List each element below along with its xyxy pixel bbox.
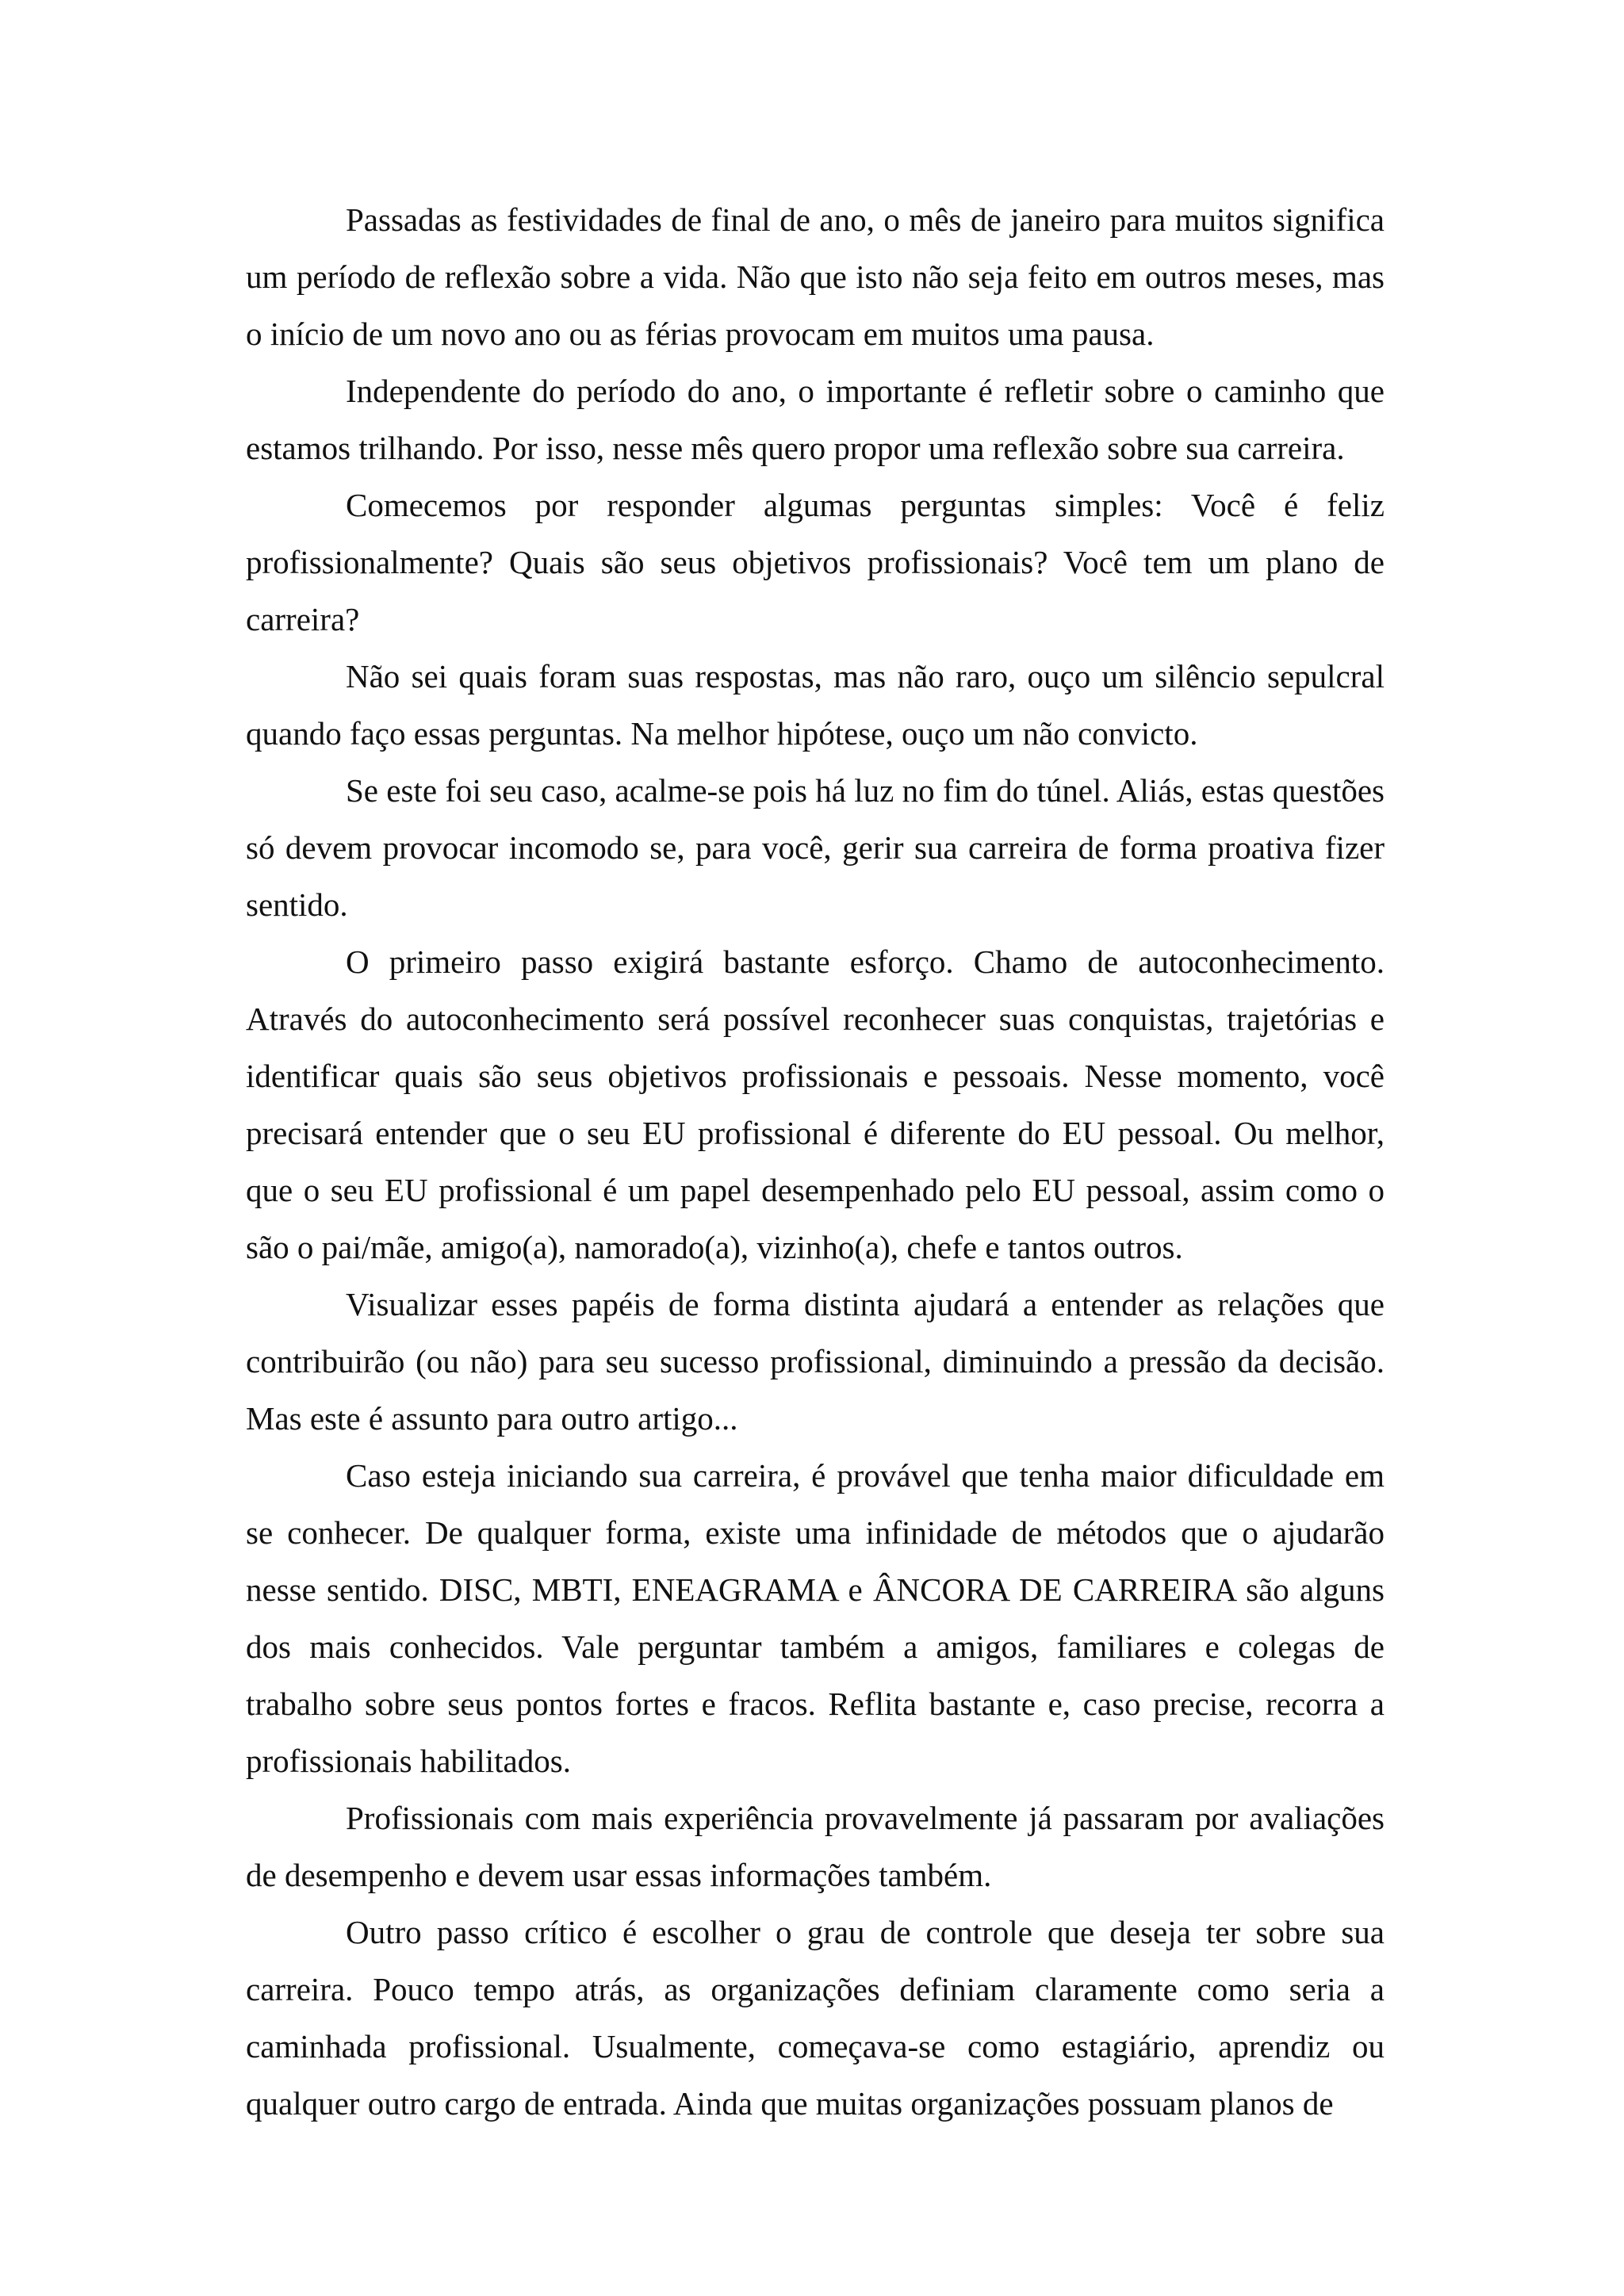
paragraph-9: Profissionais com mais experiência provavelmente já passaram por avaliações de desempenho e devem usar essas informações também. [246,1800,1385,1893]
paragraph-8: Caso esteja iniciando sua carreira, é provável que tenha maior dificuldade em se conhecer. De qualquer forma, existe uma infinidade de métodos que o ajudarão nesse sentido. DISC, MBTI, ENEAGRAMA e ÂNCORA DE CARREIRA são alguns dos mais conhecidos. Vale perguntar também a amigos, familiares e colegas de trabalho sobre seus pontos fortes e fracos. Reflita bastante e, caso precise, recorra a profissionais habilitados. [246,1457,1385,1779]
paragraph-2: Independente do período do ano, o importante é refletir sobre o caminho que estamos trilhando. Por isso, nesse mês quero propor uma reflexão sobre sua carreira. [246,373,1385,466]
paragraph-7: Visualizar esses papéis de forma distinta ajudará a entender as relações que contribuirão (ou não) para seu sucesso profissional, diminuindo a pressão da decisão. Mas este é assunto para outro artigo... [246,1286,1385,1437]
paragraph-4: Não sei quais foram suas respostas, mas não raro, ouço um silêncio sepulcral quando faço essas perguntas. Na melhor hipótese, ouço um não convicto. [246,658,1385,752]
paragraph-6: O primeiro passo exigirá bastante esforço. Chamo de autoconhecimento. Através do autoconhecimento será possível reconhecer suas conquistas, trajetórias e identificar quais são seus objetivos profissionais e pessoais. Nesse momento, você precisará entender que o seu EU profissional é diferente do EU pessoal. Ou melhor, que o seu EU profissional é um papel desempenhado pelo EU pessoal, assim como o são o pai/mãe, amigo(a), namorado(a), vizinho(a), chefe e tantos outros. [246,943,1385,1265]
paragraph-5: Se este foi seu caso, acalme-se pois há luz no fim do túnel. Aliás, estas questões só devem provocar incomodo se, para você, gerir sua carreira de forma proativa fizer sentido. [246,772,1385,923]
paragraph-1: Passadas as festividades de final de ano, o mês de janeiro para muitos significa um período de reflexão sobre a vida. Não que isto não seja feito em outros meses, mas o início de um novo ano ou as férias provocam em muitos uma pausa. [246,201,1385,352]
paragraph-10: Outro passo crítico é escolher o grau de controle que deseja ter sobre sua carreira. Pouco tempo atrás, as organizações definiam claramente como seria a caminhada profissional. Usualmente, começava-se como estagiário, aprendiz ou qualquer outro cargo de entrada. Ainda que muitas organizações possuam planos de [246,1914,1385,2122]
article-body [246,191,1385,2132]
paragraph-3: Comecemos por responder algumas perguntas simples: Você é feliz profissionalmente? Quais são seus objetivos profissionais? Você tem um plano de carreira? [246,487,1385,637]
